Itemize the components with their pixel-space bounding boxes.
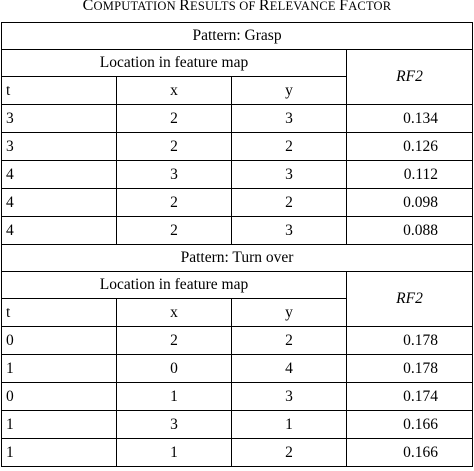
t-cell: 1 <box>2 355 117 383</box>
x-cell: 2 <box>117 133 232 161</box>
t-header: t <box>2 299 117 327</box>
x-cell: 1 <box>117 383 232 411</box>
y-cell: 1 <box>232 411 347 439</box>
table-row <box>2 411 473 439</box>
y-header: y <box>232 299 347 327</box>
rf2-cell: 0.126 <box>347 133 473 161</box>
t-cell: 1 <box>2 411 117 439</box>
y-cell: 3 <box>232 105 347 133</box>
title-part: ELEVANCE <box>269 0 340 13</box>
pattern-row <box>2 23 473 50</box>
title-part: ESULTS OF <box>190 0 259 13</box>
y-cell: 2 <box>232 189 347 217</box>
title-part: C <box>82 0 94 14</box>
y-cell: 3 <box>232 161 347 189</box>
t-cell: 3 <box>2 133 117 161</box>
table-row <box>2 105 473 133</box>
x-header: x <box>117 77 232 105</box>
t-cell: 1 <box>2 439 117 467</box>
y-cell: 2 <box>232 327 347 355</box>
header-row <box>2 272 473 299</box>
rf2-cell: 0.166 <box>347 439 473 467</box>
title-part: R <box>258 0 270 14</box>
rf2-cell: 0.088 <box>347 217 473 245</box>
t-cell: 0 <box>2 327 117 355</box>
y-cell: 3 <box>232 217 347 245</box>
rf2-cell: 0.178 <box>347 355 473 383</box>
table-row <box>2 327 473 355</box>
table-title <box>0 0 474 22</box>
t-cell: 4 <box>2 189 117 217</box>
x-cell: 3 <box>117 411 232 439</box>
rf2-cell: 0.166 <box>347 411 473 439</box>
x-cell: 2 <box>117 217 232 245</box>
rf2-cell: 0.112 <box>347 161 473 189</box>
t-cell: 4 <box>2 217 117 245</box>
y-cell: 4 <box>232 355 347 383</box>
rf2-cell: 0.174 <box>347 383 473 411</box>
x-cell: 2 <box>117 327 232 355</box>
y-cell: 2 <box>232 439 347 467</box>
pattern-label: Pattern: Grasp <box>2 23 473 50</box>
x-cell: 0 <box>117 355 232 383</box>
table-row <box>2 133 473 161</box>
table-row <box>2 217 473 245</box>
location-header: Location in feature map <box>2 50 347 77</box>
t-cell: 4 <box>2 161 117 189</box>
header-row <box>2 50 473 77</box>
rf2-header: RF2 <box>347 272 473 327</box>
t-header: t <box>2 77 117 105</box>
title-part: ACTOR <box>348 0 392 13</box>
table-row <box>2 383 473 411</box>
x-cell: 1 <box>117 439 232 467</box>
y-cell: 2 <box>232 133 347 161</box>
table-row <box>2 355 473 383</box>
title-part: OMPUTATION <box>93 0 180 13</box>
pattern-label: Pattern: Turn over <box>2 245 473 272</box>
title-part: R <box>179 0 190 14</box>
table-row <box>2 439 473 467</box>
table-row <box>2 161 473 189</box>
location-header: Location in feature map <box>2 272 347 299</box>
t-cell: 3 <box>2 105 117 133</box>
rf2-cell: 0.098 <box>347 189 473 217</box>
y-header: y <box>232 77 347 105</box>
x-header: x <box>117 299 232 327</box>
y-cell: 3 <box>232 383 347 411</box>
title-part: F <box>339 0 349 14</box>
results-table <box>1 22 473 467</box>
rf2-cell: 0.134 <box>347 105 473 133</box>
x-cell: 2 <box>117 189 232 217</box>
table-row <box>2 189 473 217</box>
x-cell: 2 <box>117 105 232 133</box>
rf2-header: RF2 <box>347 50 473 105</box>
x-cell: 3 <box>117 161 232 189</box>
pattern-row <box>2 245 473 272</box>
t-cell: 0 <box>2 383 117 411</box>
rf2-cell: 0.178 <box>347 327 473 355</box>
